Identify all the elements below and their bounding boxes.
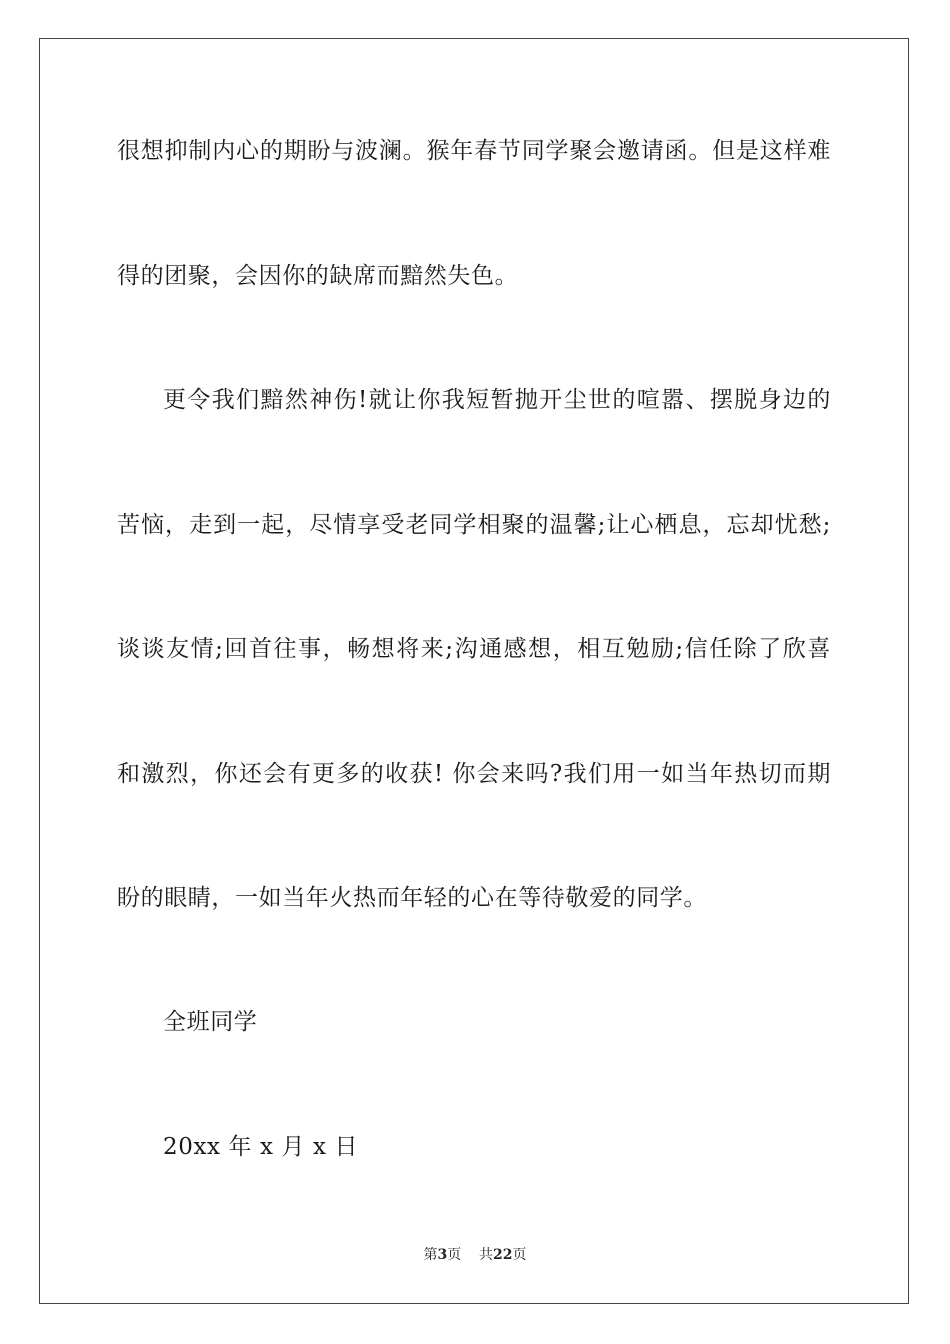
footer-page-number: 3 [437, 1247, 448, 1263]
body-line-2: 得的团聚，会因你的缺席而黯然失色。 [117, 263, 519, 289]
body-line-5: 谈谈友情;回首往事，畅想将来;沟通感想，相互勉励;信任除了欣喜 [117, 636, 831, 662]
body-line-4: 苦恼，走到一起，尽情享受老同学相聚的温馨;让心栖息，忘却忧愁; [117, 512, 831, 538]
body-line-6: 和激烈，你还会有更多的收获! 你会来吗?我们用一如当年热切而期 [117, 761, 831, 787]
footer-total-prefix: 共 [479, 1247, 494, 1263]
date-line: 20xx 年 x 月 x 日 [163, 1134, 359, 1160]
footer-total-suffix: 页 [512, 1247, 527, 1263]
body-line-1: 很想抑制内心的期盼与波澜。猴年春节同学聚会邀请函。但是这样难 [117, 138, 831, 164]
footer-total-pages: 22 [493, 1247, 513, 1263]
signature: 全班同学 [163, 1009, 258, 1035]
footer-page-suffix: 页 [447, 1247, 462, 1263]
body-line-3: 更令我们黯然神伤!就让你我短暂抛开尘世的喧嚣、摆脱身边的 [163, 387, 831, 413]
page-footer [0, 1246, 950, 1264]
footer-page-prefix: 第 [423, 1247, 438, 1263]
page-border [39, 38, 909, 1304]
body-line-7: 盼的眼睛，一如当年火热而年轻的心在等待敬爱的同学。 [117, 885, 707, 911]
